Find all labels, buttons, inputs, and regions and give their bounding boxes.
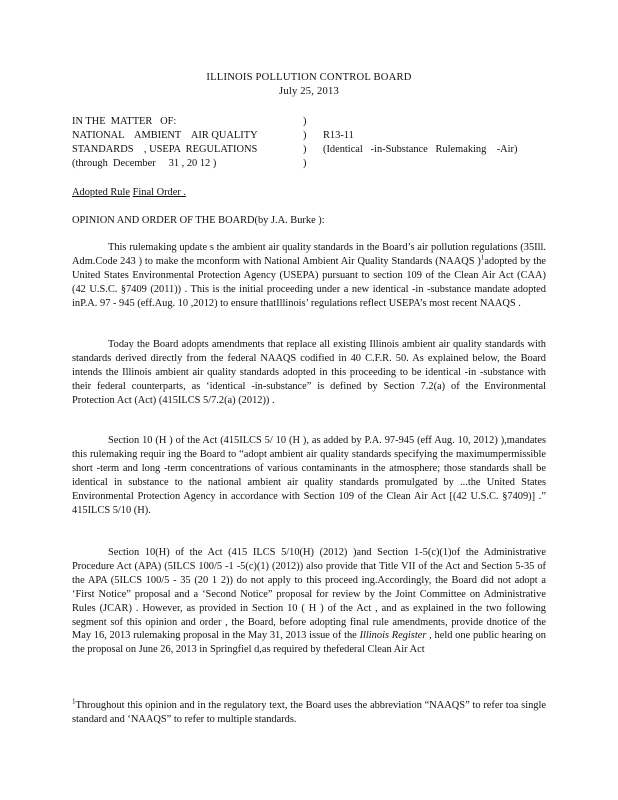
- footnote-marker: 1: [72, 697, 76, 706]
- paragraph-1-text-b: adopted by the United States Environmental Protection Agency (USEPA) pursuant to section 109 of the Clean Air Act (CAA) (42 U.S.C. §7409 (2011)) . This is the initial proceeding under a new identical -in -substance mandate adopted inP.A. 97 - 945 (eff.Aug. 10 ,2012) to ensure thatIllinois’ regulations reflect USEPA’s most recent NAAQS .: [72, 255, 546, 309]
- adopted-rule-label: Adopted Rule: [72, 187, 131, 198]
- paragraph-1-text-a: This rulemaking update s the ambient air quality standards in the Board’s air pollution regulations (35Ill. Adm.Code 243 ) to make the mconform with National Ambient Air Quality Standards (NAAQS ): [72, 242, 546, 267]
- rule-status-line: [72, 186, 546, 200]
- paragraph-1: [72, 241, 546, 311]
- caption-paren: ): [303, 116, 307, 127]
- caption-line: IN THE MATTER OF:: [72, 116, 177, 127]
- paragraph-4-text-b: , held one public hearing on the proposal on June 26, 2013 in Springfiel d,as required by thefederal Clean Air Act: [72, 630, 546, 656]
- paragraph-3: Section 10 (H ) of the Act (415ILCS 5/ 10 (H ), as added by P.A. 97-945 (eff Aug. 10, 2012) ),mandates this rulemaking requir ing the Board to “adopt ambient air quality standards specifying the maximumpermissible short -term and long -term concentrations of various contaminants in the atmosphere; those standards shall be identical in substance to the national ambient air quality standards promulgated by ...the United States Environmental Protection Agency in accordance with Section 109 of the Clean Air Act [(42 U.S.C. §7409)] .” 415ILCS 5/10 (H).: [72, 435, 546, 516]
- caption-paren: ): [303, 130, 307, 141]
- caption-paren: ): [303, 144, 307, 155]
- paragraph-2: Today the Board adopts amendments that replace all existing Illinois ambient air quality standards with standards derived directly from the federal NAAQS codified in 40 C.F.R. 50. As explained below, the Board intends the Illinois ambient air quality standards adopted in this proceeding to be identical -in -substance with their federal counterparts, as ‘identical -in-substance” is defined by Section 7.2(a) of the Environmental Protection Act (Act) (415ILCS 5/7.2(a) (2012)) .: [72, 339, 546, 406]
- illinois-register-title: Illinois Register: [359, 630, 427, 642]
- document-date: July 25, 2013: [279, 86, 339, 97]
- board-name: ILLINOIS POLLUTION CONTROL BOARD: [206, 72, 412, 83]
- footnote: [72, 699, 546, 727]
- case-number: R13-11: [323, 130, 354, 141]
- caption-line: NATIONAL AMBIENT AIR QUALITY: [72, 130, 258, 141]
- footnote-text: Throughout this opinion and in the regulatory text, the Board uses the abbreviation “NAAQS” to refer toa single standard and ‘NAAQS” to refer to multiple standards.: [72, 700, 546, 725]
- footnote-ref: 1: [480, 253, 485, 262]
- caption-line: STANDARDS , USEPA REGULATIONS: [72, 144, 258, 155]
- case-type: (Identical -in-Substance Rulemaking -Air): [323, 144, 518, 155]
- caption-paren: ): [303, 158, 307, 169]
- final-order-label: Final Order .: [132, 187, 187, 198]
- paragraph-4: [72, 546, 546, 657]
- caption-line: (through December 31 , 20 12 ): [72, 158, 217, 169]
- paragraph-4-text-a: Section 10(H) of the Act (415 ILCS 5/10(H) (2012) )and Section 1-5(c)(1)of the Administrative Procedure Act (APA) (5ILCS 100/5 -1 -5(c)(1) (2012)) also provide that Title VII of the Act and Section 5-35 of the APA (5ILCS 100/5 - 35 (20 1 2)) do not apply to this proceed ing.Accordingly, the Board did not adopt a ‘First Notice” proposal and a ‘Second Notice” proposal for review by the Joint Committee on Administrative Rules (JCAR) . However, as provided in Section 10 ( H ) of the Act , and as explained in the two following segment sof this opinion and order , the Board, before adopting final rule amendments, provide dnotice of the May 16, 2013 rulemaking proposal in the May 31, 2013 issue of the: [72, 547, 546, 642]
- opinion-heading: OPINION AND ORDER OF THE BOARD(by J.A. Burke ):: [72, 215, 325, 226]
